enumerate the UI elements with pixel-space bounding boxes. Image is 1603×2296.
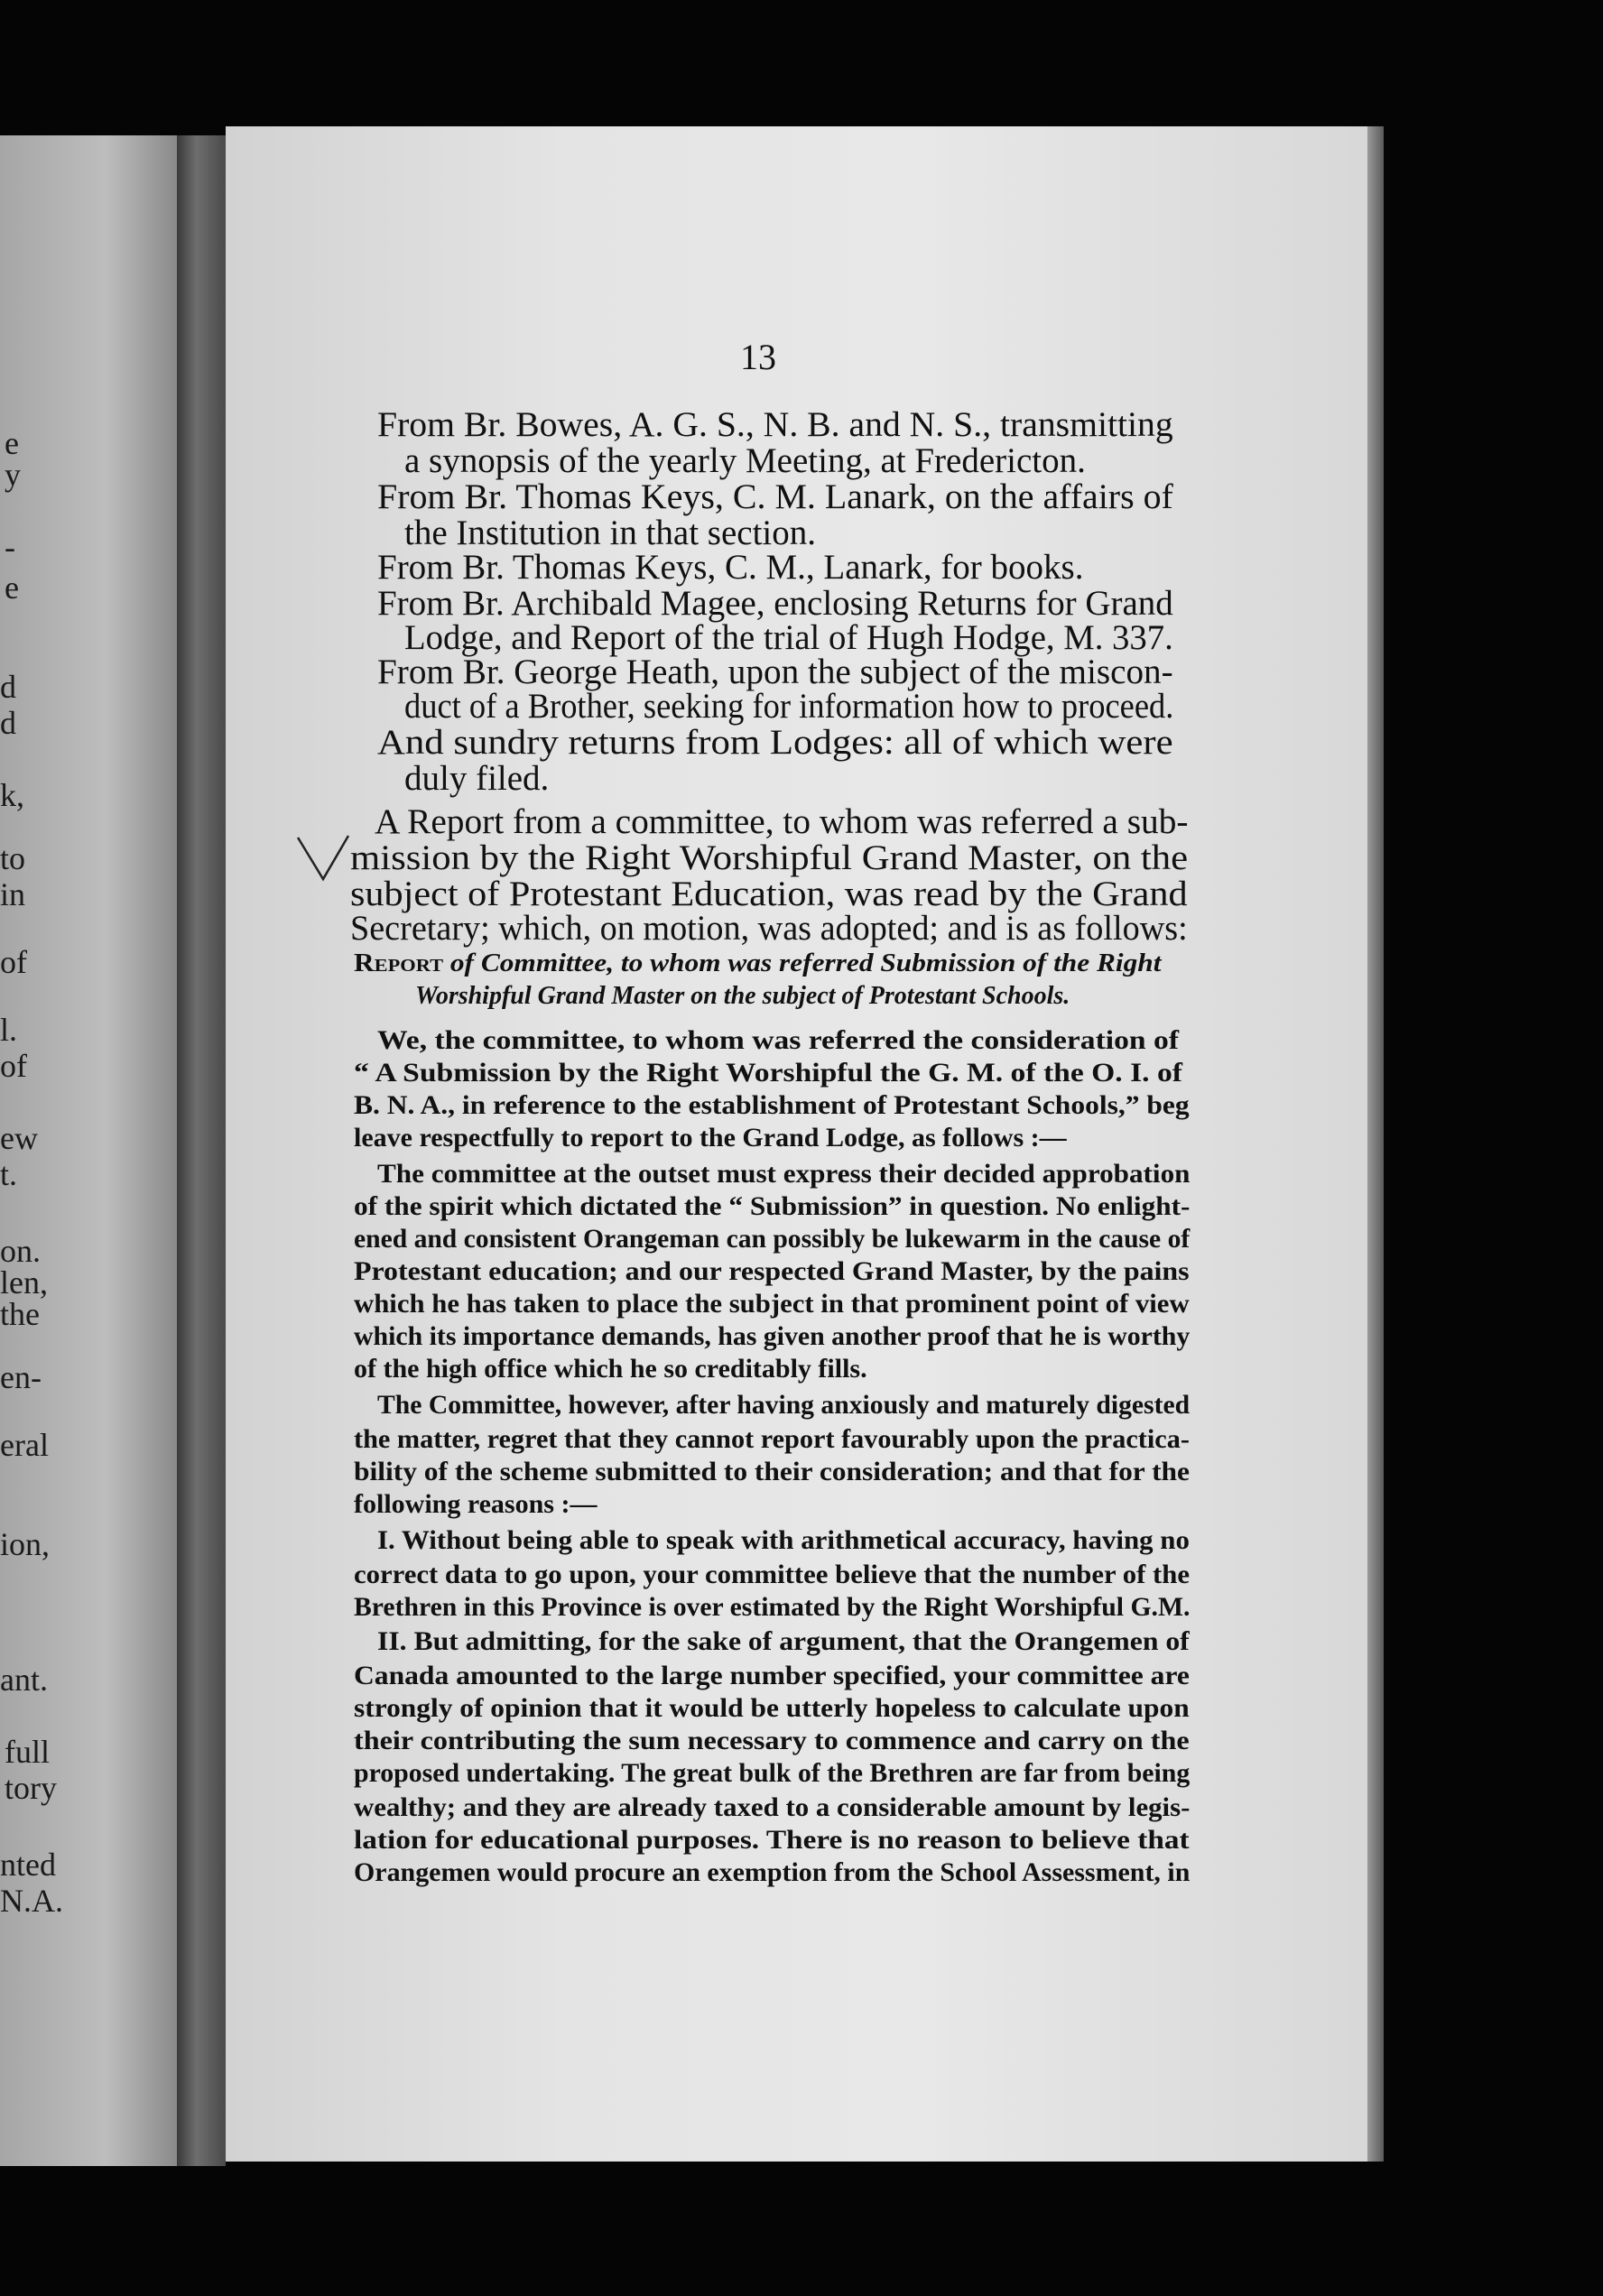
paragraph-4-line: correct data to go upon, your committee believe that the number of the [354,1560,1191,1589]
paragraph-2-line: The committee at the outset must express their decided approbation [377,1159,1191,1189]
report-title-prefix: Report [354,949,444,977]
paragraph-3-line: following reasons :— [354,1489,598,1519]
intro-line: mission by the Right Worshipful Grand Master, on the [350,838,1189,877]
left-page-fragment: N.A. [0,1883,63,1919]
book-gutter [177,135,226,2166]
correspondence-line: a synopsis of the yearly Meeting, at Fredericton. [404,441,1086,480]
correspondence-line: And sundry returns from Lodges: all of which were [377,723,1173,762]
correspondence-line: From Br. Thomas Keys, C. M. Lanark, on the affairs of [377,477,1173,516]
paragraph-2-line: which he has taken to place the subject in that prominent point of view [354,1289,1190,1319]
paragraph-1-line: leave respectfully to report to the Grand Lodge, as follows :— [354,1123,1067,1153]
report-title-line-2: Worshipful Grand Master on the subject of Protestant Schools. [415,982,1070,1010]
correspondence-line: From Br. Archibald Magee, enclosing Returns for Grand [377,584,1173,623]
paragraph-2-line: ened and consistent Orangeman can possibly be lukewarm in the cause of [354,1224,1191,1254]
paragraph-1-line: We, the committee, to whom was referred the consideration of [377,1025,1180,1055]
left-page-fragment: ion, [0,1526,51,1562]
correspondence-line: the Institution in that section. [404,514,817,552]
intro-line: A Report from a committee, to whom was referred a sub- [375,802,1189,841]
report-title-line-1 [354,949,1161,978]
paragraph-4-line: I. Without being able to speak with arithmetical accuracy, having no [377,1525,1190,1555]
page-edge [1367,126,1384,2162]
paragraph-5-line: lation for educational purposes. There is no reason to believe that [354,1825,1190,1855]
correspondence-line: duct of a Brother, seeking for information how to proceed. [404,687,1174,726]
correspondence-line: Lodge, and Report of the trial of Hugh Hodge, M. 337. [404,618,1173,657]
page-number: 13 [740,337,776,377]
report-title-text: of Committee, to whom was referred Submission of the Right [443,949,1162,977]
paragraph-2-line: Protestant education; and our respected Grand Master, by the pains [354,1256,1190,1286]
paragraph-3-line: bility of the scheme submitted to their consideration; and that for the [354,1457,1191,1486]
left-page-fragment: ant. [0,1662,48,1698]
paragraph-5-line: their contributing the sum necessary to commence and carry on the [354,1726,1190,1755]
left-page-fragment: l. [0,1012,18,1048]
paragraph-5-line: Canada amounted to the large number specified, your committee are [354,1661,1190,1690]
correspondence-line: From Br. George Heath, upon the subject of the miscon- [377,653,1173,691]
left-page-fragment: ew [0,1120,38,1156]
paragraph-1-line: B. N. A., in reference to the establishment of Protestant Schools,” beg [354,1090,1190,1120]
left-page-fragment: e [5,569,19,606]
left-page-fragment: - [5,529,15,565]
left-page-fragment: en- [0,1359,42,1395]
left-page-fragment: nted [0,1847,56,1883]
paragraph-5-line: strongly of opinion that it would be utterly hopeless to calculate upon [354,1693,1190,1723]
left-page-fragment: d [0,705,16,741]
pencil-tick-mark [296,830,354,884]
left-page-fragment: the [0,1296,40,1332]
paragraph-4-line: Brethren in this Province is over estimated by the Right Worshipful G.M. [354,1592,1191,1622]
intro-line: subject of Protestant Education, was read by the Grand [350,875,1188,913]
left-page-fragment: of [0,1048,27,1084]
paragraph-5-line: proposed undertaking. The great bulk of the Brethren are far from being [354,1758,1191,1788]
left-page-fragment: e [5,425,19,461]
left-page-fragment: tory [5,1770,57,1806]
paragraph-5-line: Orangemen would procure an exemption from the School Assessment, in [354,1857,1191,1887]
paragraph-2-line: of the high office which he so creditably fills. [354,1354,867,1384]
paragraph-1-line: “ A Submission by the Right Worshipful the G. M. of the O. I. of [354,1058,1182,1088]
paragraph-3-line: the matter, regret that they cannot report favourably upon the practica- [354,1424,1190,1454]
paragraph-3-line: The Committee, however, after having anxiously and maturely digested [377,1390,1191,1420]
left-page-fragment: len, [0,1264,48,1301]
intro-line: Secretary; which, on motion, was adopted; and is as follows: [350,909,1188,948]
left-page-fragment: k, [0,777,24,813]
left-page-fragment: d [0,669,16,705]
left-page-fragment: in [0,876,26,912]
paragraph-5-line: wealthy; and they are already taxed to a considerable amount by legis- [354,1792,1191,1822]
paragraph-2-line: which its importance demands, has given another proof that he is worthy [354,1321,1191,1351]
left-page-fragment: to [0,840,26,876]
correspondence-line: From Br. Bowes, A. G. S., N. B. and N. S., transmitting [377,405,1173,444]
left-page-fragment: on. [0,1233,41,1269]
left-page-fragment: of [0,944,27,980]
left-page-fragment: t. [0,1156,18,1192]
correspondence-line: From Br. Thomas Keys, C. M., Lanark, for books. [377,548,1084,587]
paragraph-2-line: of the spirit which dictated the “ Submission” in question. No enlight- [354,1191,1191,1221]
left-page-fragment: full [5,1734,50,1770]
correspondence-line: duly filed. [404,759,550,798]
left-page-fragment: eral [0,1427,49,1463]
left-page-fragment: y [5,457,21,493]
paragraph-5-line: II. But admitting, for the sake of argument, that the Orangemen of [377,1626,1190,1656]
